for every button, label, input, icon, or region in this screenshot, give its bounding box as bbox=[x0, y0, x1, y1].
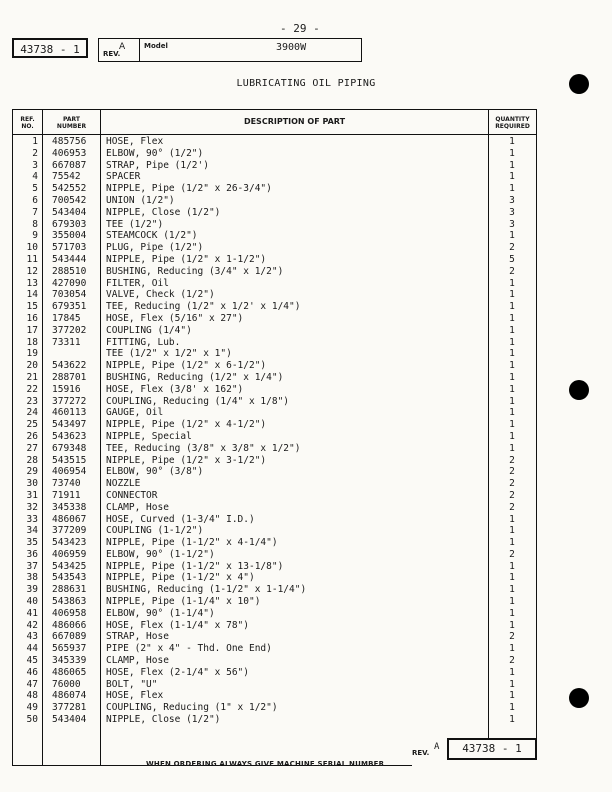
part-number-cell: 460113 bbox=[52, 407, 87, 419]
table-row bbox=[14, 183, 536, 195]
part-number-cell: 543404 bbox=[52, 714, 87, 726]
quantity-cell: 1 bbox=[509, 584, 515, 596]
part-number-cell: 679351 bbox=[52, 301, 87, 313]
part-number-cell: 377272 bbox=[52, 395, 87, 407]
description-cell: COUPLING, Reducing (1/4" x 1/8") bbox=[106, 395, 290, 407]
quantity-cell: 1 bbox=[509, 136, 515, 147]
table-row bbox=[14, 478, 536, 490]
quantity-cell: 2 bbox=[509, 489, 515, 501]
quantity-cell: 1 bbox=[509, 678, 515, 690]
description-cell: STRAP, Pipe (1/2') bbox=[106, 159, 209, 171]
quantity-cell: 1 bbox=[509, 289, 515, 301]
quantity-cell: 1 bbox=[509, 419, 515, 431]
quantity-cell: 1 bbox=[509, 607, 515, 619]
table-row bbox=[14, 608, 536, 620]
ref-cell: 26 bbox=[26, 430, 38, 442]
ref-cell: 28 bbox=[26, 454, 38, 466]
part-number-cell: 355004 bbox=[52, 230, 87, 242]
part-number-cell: 345338 bbox=[52, 501, 87, 513]
revision-value: A bbox=[119, 42, 126, 52]
description-cell: HOSE, Flex (5/16" x 27") bbox=[106, 312, 244, 324]
revision-value: A bbox=[434, 742, 440, 752]
quantity-cell: 5 bbox=[509, 253, 515, 265]
description-cell: HOSE, Flex (3/8' x 162") bbox=[106, 383, 244, 395]
description-cell: ELBOW, 90° (1/2") bbox=[106, 147, 204, 159]
part-number-cell: 76000 bbox=[52, 678, 81, 690]
quantity-cell: 1 bbox=[509, 714, 515, 726]
table-row bbox=[14, 278, 536, 290]
table-row bbox=[14, 631, 536, 643]
part-number-cell: 486067 bbox=[52, 513, 87, 525]
description-cell: HOSE, Flex bbox=[106, 136, 164, 147]
quantity-cell: 1 bbox=[509, 383, 515, 395]
ref-cell: 30 bbox=[26, 478, 38, 490]
description-cell: NIPPLE, Close (1/2") bbox=[106, 206, 221, 218]
table-row bbox=[14, 396, 536, 408]
quantity-cell: 1 bbox=[509, 666, 515, 678]
ref-cell: 48 bbox=[26, 690, 38, 702]
table-row bbox=[14, 160, 536, 172]
ref-cell: 16 bbox=[26, 312, 38, 324]
quantity-cell: 2 bbox=[509, 454, 515, 466]
table-row bbox=[14, 525, 536, 537]
table-row bbox=[14, 254, 536, 266]
quantity-cell: 1 bbox=[509, 324, 515, 336]
part-number-cell: 406954 bbox=[52, 466, 87, 478]
table-row bbox=[14, 643, 536, 655]
ref-cell: 23 bbox=[26, 395, 38, 407]
ref-cell: 35 bbox=[26, 537, 38, 549]
ref-cell: 17 bbox=[26, 324, 38, 336]
quantity-cell: 3 bbox=[509, 218, 515, 230]
table-row bbox=[14, 148, 536, 160]
table-row bbox=[14, 714, 536, 726]
description-cell: BOLT, "U" bbox=[106, 678, 158, 690]
part-number-cell: 406959 bbox=[52, 548, 87, 560]
description-cell: NIPPLE, Pipe (1-1/2" x 13-1/8") bbox=[106, 560, 284, 572]
table-row bbox=[14, 502, 536, 514]
table-row bbox=[14, 136, 536, 148]
description-cell: UNION (1/2") bbox=[106, 194, 175, 206]
ref-cell: 37 bbox=[26, 560, 38, 572]
part-number-cell: 703054 bbox=[52, 289, 87, 301]
ref-cell: 1 bbox=[32, 136, 38, 147]
quantity-cell: 1 bbox=[509, 159, 515, 171]
table-row bbox=[14, 561, 536, 573]
page-number: - 29 - bbox=[280, 22, 320, 35]
description-cell: PIPE (2" x 4" - Thd. One End) bbox=[106, 643, 272, 655]
ref-cell: 49 bbox=[26, 702, 38, 714]
ref-cell: 41 bbox=[26, 607, 38, 619]
table-row bbox=[14, 455, 536, 467]
part-number-cell: 542552 bbox=[52, 183, 87, 195]
part-number-cell: 543863 bbox=[52, 596, 87, 608]
ref-cell: 13 bbox=[26, 277, 38, 289]
description-cell: FILTER, Oil bbox=[106, 277, 169, 289]
ref-cell: 43 bbox=[26, 631, 38, 643]
part-number-cell: 485756 bbox=[52, 136, 87, 147]
revision-cell bbox=[98, 38, 140, 62]
quantity-cell: 1 bbox=[509, 147, 515, 159]
description-cell: NOZZLE bbox=[106, 478, 141, 490]
ref-cell: 5 bbox=[32, 183, 38, 195]
table-row bbox=[14, 667, 536, 679]
revision-label: REV. bbox=[103, 50, 121, 58]
part-number-cell: 700542 bbox=[52, 194, 87, 206]
part-number-cell: 486066 bbox=[52, 619, 87, 631]
table-row bbox=[14, 313, 536, 325]
description-cell: BUSHING, Reducing (1/2" x 1/4") bbox=[106, 371, 284, 383]
table-row bbox=[14, 572, 536, 584]
ref-cell: 20 bbox=[26, 360, 38, 372]
table-row bbox=[14, 337, 536, 349]
ref-cell: 15 bbox=[26, 301, 38, 313]
revision-label: REV. bbox=[412, 749, 430, 757]
description-cell: GAUGE, Oil bbox=[106, 407, 164, 419]
ref-cell: 4 bbox=[32, 171, 38, 183]
table-right-border bbox=[536, 109, 537, 739]
quantity-cell: 2 bbox=[509, 501, 515, 513]
part-number-cell: 377281 bbox=[52, 702, 87, 714]
quantity-cell: 1 bbox=[509, 277, 515, 289]
ref-cell: 18 bbox=[26, 336, 38, 348]
page-title: LUBRICATING OIL PIPING bbox=[236, 78, 376, 89]
description-cell: VALVE, Check (1/2") bbox=[106, 289, 215, 301]
part-number-cell: 543543 bbox=[52, 572, 87, 584]
quantity-cell: 1 bbox=[509, 572, 515, 584]
table-row bbox=[14, 171, 536, 183]
description-cell: NIPPLE, Pipe (1/2" x 6-1/2") bbox=[106, 360, 267, 372]
ref-cell: 39 bbox=[26, 584, 38, 596]
part-number-cell: 75542 bbox=[52, 171, 81, 183]
quantity-cell: 2 bbox=[509, 655, 515, 667]
quantity-cell: 2 bbox=[509, 242, 515, 254]
quantity-cell: 3 bbox=[509, 194, 515, 206]
quantity-cell: 1 bbox=[509, 230, 515, 242]
part-number-cell: 486074 bbox=[52, 690, 87, 702]
part-number-cell: 667087 bbox=[52, 159, 87, 171]
part-number-cell: 543515 bbox=[52, 454, 87, 466]
description-cell: BUSHING, Reducing (1-1/2" x 1-1/4") bbox=[106, 584, 307, 596]
part-number-cell: 565937 bbox=[52, 643, 87, 655]
table-row bbox=[14, 549, 536, 561]
ref-cell: 7 bbox=[32, 206, 38, 218]
table-row bbox=[14, 325, 536, 337]
table-row bbox=[14, 360, 536, 372]
description-cell: NIPPLE, Pipe (1-1/2" x 4") bbox=[106, 572, 255, 584]
table-row bbox=[14, 702, 536, 714]
quantity-cell: 1 bbox=[509, 690, 515, 702]
ref-cell: 38 bbox=[26, 572, 38, 584]
description-cell: TEE, Reducing (3/8" x 3/8" x 1/2") bbox=[106, 442, 301, 454]
ref-cell: 34 bbox=[26, 525, 38, 537]
table-row bbox=[14, 289, 536, 301]
part-number-cell: 543425 bbox=[52, 560, 87, 572]
ref-cell: 29 bbox=[26, 466, 38, 478]
description-cell: HOSE, Flex (2-1/4" x 56") bbox=[106, 666, 249, 678]
table-top-border bbox=[12, 109, 536, 110]
ref-cell: 6 bbox=[32, 194, 38, 206]
description-cell: HOSE, Curved (1-3/4" I.D.) bbox=[106, 513, 255, 525]
table-row bbox=[14, 230, 536, 242]
binder-hole-icon bbox=[569, 688, 589, 708]
ref-cell: 12 bbox=[26, 265, 38, 277]
ref-cell: 25 bbox=[26, 419, 38, 431]
part-number-cell: 543423 bbox=[52, 537, 87, 549]
ref-cell: 42 bbox=[26, 619, 38, 631]
quantity-cell: 1 bbox=[509, 360, 515, 372]
quantity-cell: 1 bbox=[509, 537, 515, 549]
quantity-cell: 1 bbox=[509, 442, 515, 454]
footer-note: WHEN ORDERING ALWAYS GIVE MACHINE SERIAL NUMBER bbox=[146, 760, 385, 768]
table-row bbox=[14, 490, 536, 502]
description-cell: HOSE, Flex (1-1/4" x 78") bbox=[106, 619, 249, 631]
quantity-cell: 1 bbox=[509, 643, 515, 655]
description-cell: STRAP, Hose bbox=[106, 631, 169, 643]
description-cell: TEE, Reducing (1/2" x 1/2' x 1/4") bbox=[106, 301, 301, 313]
part-number-cell: 427090 bbox=[52, 277, 87, 289]
ref-cell: 8 bbox=[32, 218, 38, 230]
quantity-cell: 1 bbox=[509, 348, 515, 360]
quantity-cell: 1 bbox=[509, 513, 515, 525]
part-number-cell: 543623 bbox=[52, 430, 87, 442]
table-left-border bbox=[12, 109, 13, 765]
bottom-revision bbox=[412, 739, 450, 761]
ref-cell: 14 bbox=[26, 289, 38, 301]
table-row bbox=[14, 514, 536, 526]
table-row bbox=[14, 348, 536, 360]
table-row bbox=[14, 596, 536, 608]
part-number-cell: 679348 bbox=[52, 442, 87, 454]
quantity-cell: 1 bbox=[509, 301, 515, 313]
description-cell: CLAMP, Hose bbox=[106, 655, 169, 667]
description-cell: NIPPLE, Close (1/2") bbox=[106, 714, 221, 726]
description-cell: ELBOW, 90° (1-1/4") bbox=[106, 607, 215, 619]
part-number-cell: 15916 bbox=[52, 383, 81, 395]
part-number-cell: 543497 bbox=[52, 419, 87, 431]
description-cell: TEE (1/2") bbox=[106, 218, 164, 230]
description-cell: COUPLING, Reducing (1" x 1/2") bbox=[106, 702, 278, 714]
ref-cell: 11 bbox=[26, 253, 38, 265]
table-row bbox=[14, 219, 536, 231]
table-body bbox=[14, 136, 536, 726]
part-number-cell: 543622 bbox=[52, 360, 87, 372]
ref-cell: 9 bbox=[32, 230, 38, 242]
part-number-cell: 71911 bbox=[52, 489, 81, 501]
description-cell: NIPPLE, Pipe (1/2" x 4-1/2") bbox=[106, 419, 267, 431]
quantity-cell: 2 bbox=[509, 631, 515, 643]
description-cell: SPACER bbox=[106, 171, 141, 183]
table-row bbox=[14, 384, 536, 396]
model-cell bbox=[140, 38, 362, 62]
ref-cell: 33 bbox=[26, 513, 38, 525]
quantity-cell: 1 bbox=[509, 430, 515, 442]
quantity-cell: 1 bbox=[509, 619, 515, 631]
description-cell: CLAMP, Hose bbox=[106, 501, 169, 513]
table-row bbox=[14, 584, 536, 596]
quantity-cell: 1 bbox=[509, 596, 515, 608]
table-row bbox=[14, 372, 536, 384]
description-cell: COUPLING (1/4") bbox=[106, 324, 192, 336]
part-number-cell: 486065 bbox=[52, 666, 87, 678]
model-label: Model bbox=[144, 42, 168, 50]
table-row bbox=[14, 266, 536, 278]
ref-cell: 21 bbox=[26, 371, 38, 383]
description-cell: TEE (1/2" x 1/2" x 1") bbox=[106, 348, 232, 360]
part-number-cell: 543404 bbox=[52, 206, 87, 218]
header-part-number: PART NUMBER bbox=[56, 116, 87, 130]
header-description: DESCRIPTION OF PART bbox=[243, 117, 346, 126]
ref-cell: 50 bbox=[26, 714, 38, 726]
part-number-cell: 288510 bbox=[52, 265, 87, 277]
ref-cell: 19 bbox=[26, 348, 38, 360]
table-row bbox=[14, 207, 536, 219]
quantity-cell: 3 bbox=[509, 206, 515, 218]
part-number-cell: 406958 bbox=[52, 607, 87, 619]
part-number-cell: 73311 bbox=[52, 336, 81, 348]
part-number-cell: 288701 bbox=[52, 371, 87, 383]
table-row bbox=[14, 431, 536, 443]
part-number-cell: 679303 bbox=[52, 218, 87, 230]
part-number-cell: 17845 bbox=[52, 312, 81, 324]
ref-cell: 31 bbox=[26, 489, 38, 501]
description-cell: PLUG, Pipe (1/2") bbox=[106, 242, 204, 254]
table-row bbox=[14, 620, 536, 632]
ref-cell: 3 bbox=[32, 159, 38, 171]
quantity-cell: 1 bbox=[509, 171, 515, 183]
header-quantity: QUANTITY REQUIRED bbox=[495, 116, 530, 130]
description-cell: HOSE, Flex bbox=[106, 690, 164, 702]
quantity-cell: 2 bbox=[509, 466, 515, 478]
table-row bbox=[14, 301, 536, 313]
description-cell: NIPPLE, Pipe (1-1/4" x 10") bbox=[106, 596, 261, 608]
description-cell: COUPLING (1-1/2") bbox=[106, 525, 204, 537]
table-row bbox=[14, 679, 536, 691]
bottom-document-number-box: 43738 - 1 bbox=[447, 738, 537, 760]
quantity-cell: 2 bbox=[509, 548, 515, 560]
description-cell: FITTING, Lub. bbox=[106, 336, 181, 348]
quantity-cell: 2 bbox=[509, 478, 515, 490]
table-row bbox=[14, 419, 536, 431]
document-number-box: 43738 - 1 bbox=[12, 38, 88, 58]
quantity-cell: 1 bbox=[509, 371, 515, 383]
description-cell: NIPPLE, Pipe (1/2" x 1-1/2") bbox=[106, 253, 267, 265]
quantity-cell: 1 bbox=[509, 312, 515, 324]
table-row bbox=[14, 242, 536, 254]
table-row bbox=[14, 690, 536, 702]
header-divider bbox=[12, 134, 536, 135]
model-value: 3900W bbox=[276, 42, 307, 53]
quantity-cell: 1 bbox=[509, 525, 515, 537]
ref-cell: 10 bbox=[26, 242, 38, 254]
ref-cell: 36 bbox=[26, 548, 38, 560]
ref-cell: 47 bbox=[26, 678, 38, 690]
table-row bbox=[14, 443, 536, 455]
description-cell: NIPPLE, Special bbox=[106, 430, 192, 442]
table-row bbox=[14, 407, 536, 419]
ref-cell: 24 bbox=[26, 407, 38, 419]
table-row bbox=[14, 466, 536, 478]
ref-cell: 27 bbox=[26, 442, 38, 454]
binder-hole-icon bbox=[569, 74, 589, 94]
quantity-cell: 1 bbox=[509, 407, 515, 419]
binder-hole-icon bbox=[569, 380, 589, 400]
quantity-cell: 1 bbox=[509, 336, 515, 348]
ref-cell: 22 bbox=[26, 383, 38, 395]
description-cell: CONNECTOR bbox=[106, 489, 158, 501]
part-number-cell: 667089 bbox=[52, 631, 87, 643]
part-number-cell: 73740 bbox=[52, 478, 81, 490]
part-number-cell: 377209 bbox=[52, 525, 87, 537]
part-number-cell: 543444 bbox=[52, 253, 87, 265]
description-cell: ELBOW, 90° (1-1/2") bbox=[106, 548, 215, 560]
ref-cell: 46 bbox=[26, 666, 38, 678]
quantity-cell: 1 bbox=[509, 183, 515, 195]
description-cell: BUSHING, Reducing (3/4" x 1/2") bbox=[106, 265, 284, 277]
table-row bbox=[14, 195, 536, 207]
header-ref: REF. NO. bbox=[20, 116, 35, 130]
description-cell: STEAMCOCK (1/2") bbox=[106, 230, 198, 242]
quantity-cell: 1 bbox=[509, 702, 515, 714]
part-number-cell: 571703 bbox=[52, 242, 87, 254]
quantity-cell: 1 bbox=[509, 560, 515, 572]
ref-cell: 2 bbox=[32, 147, 38, 159]
part-number-cell: 406953 bbox=[52, 147, 87, 159]
part-number-cell: 288631 bbox=[52, 584, 87, 596]
description-cell: ELBOW, 90° (3/8") bbox=[106, 466, 204, 478]
table-row bbox=[14, 537, 536, 549]
part-number-cell: 345339 bbox=[52, 655, 87, 667]
ref-cell: 44 bbox=[26, 643, 38, 655]
description-cell: NIPPLE, Pipe (1/2" x 3-1/2") bbox=[106, 454, 267, 466]
quantity-cell: 2 bbox=[509, 265, 515, 277]
ref-cell: 32 bbox=[26, 501, 38, 513]
ref-cell: 40 bbox=[26, 596, 38, 608]
part-number-cell: 377202 bbox=[52, 324, 87, 336]
description-cell: NIPPLE, Pipe (1/2" x 26-3/4") bbox=[106, 183, 272, 195]
table-row bbox=[14, 655, 536, 667]
ref-cell: 45 bbox=[26, 655, 38, 667]
quantity-cell: 1 bbox=[509, 395, 515, 407]
description-cell: NIPPLE, Pipe (1-1/2" x 4-1/4") bbox=[106, 537, 278, 549]
